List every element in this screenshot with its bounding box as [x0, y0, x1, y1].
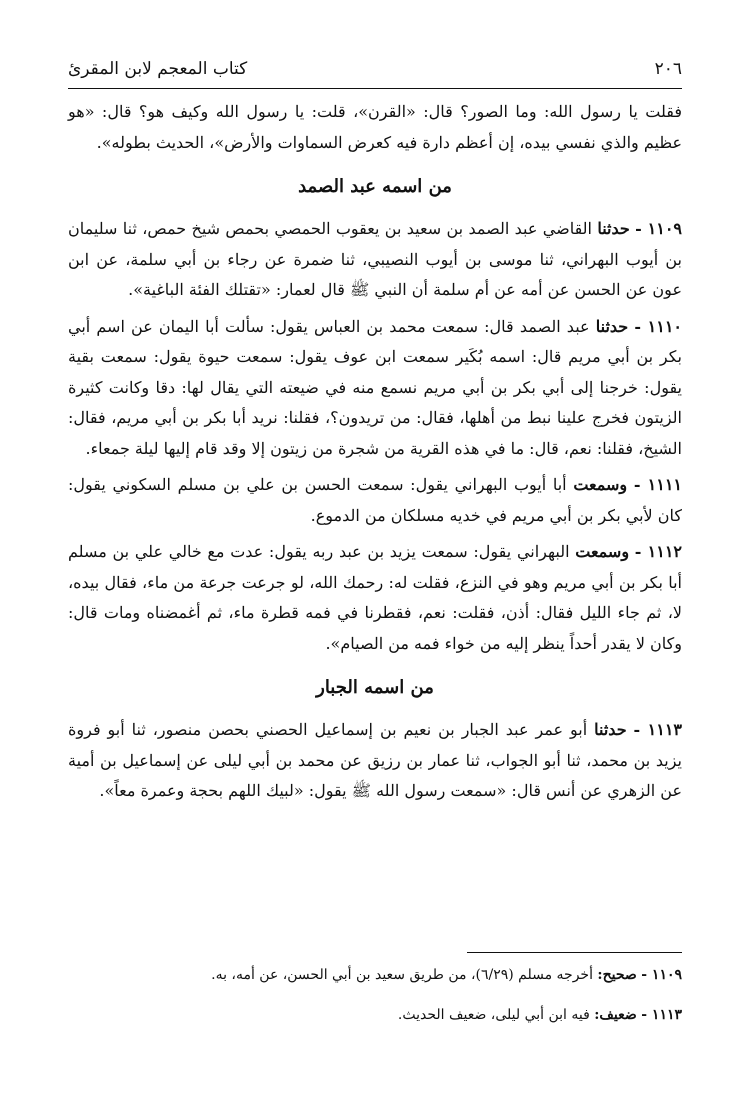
- entry-lead: حدثنا: [595, 316, 629, 336]
- page-number: ٢٠٦: [654, 59, 682, 79]
- footnote-number: ١١٠٩ -: [641, 967, 682, 983]
- entry-text: عبد الصمد قال: سمعت محمد بن العباس يقول: سألت أبا اليمان عن اسم أبي بكر بن أبي مريم قال: اسمه بُكَير سمعت ابن عوف يقول: سمعت حيوة يقول: سمعت بقية يقول: خرجنا إلى أبي بكر بن أبي مريم نسمع منه في ضيعته التي يقال لها: دقا وكانت كثيرة الزيتون فخرج علينا نبط من أهلها، فقال: من تريدون؟، فقلنا: نريد أبا بكر بن أبي مريم، فقال: الشيخ، فقلنا: نعم، قال: ما في هذه القرية من شجرة من زيتون إلا وقد قام إليها ليلة جمعاء.: [68, 316, 682, 458]
- entry-text: أبا أيوب البهراني يقول: سمعت الحسن بن علي بن مسلم السكوني يقول: كان لأبي بكر بن أبي مريم في خديه مسلكان من الدموع.: [68, 475, 682, 525]
- entry-lead: وسمعت: [573, 475, 628, 494]
- entry-text: أبو عمر عبد الجبار بن نعيم بن إسماعيل الحصني بحصن منصور، ثنا أبو فروة يزيد بن محمد، ثنا أبو الجواب، ثنا عمار بن رزيق عن محمد بن أبي ليلى عن إسماعيل بن أمية عن الزهري عن أنس قال: «سمعت رسول الله ﷺ يقول: «لبيك اللهم بحجة وعمرة معاً».: [68, 720, 683, 800]
- entry-text: البهراني يقول: سمعت يزيد بن عبد ربه يقول: عدت مع خالي علي بن مسلم أبا بكر بن أبي مريم وهو في النزع، فقلت له: رحمك الله، لو جرعت جرعة من ماء، فقال بيده، لا، ثم جاء الليل فقال: أذن، فقلت: نعم، فقطرنا في فمه قطرة ماء، ثم أغمضناه ومات قال: وكان لا يقدر أحداً ينظر إليه من خواء فمه من الصيام».: [68, 542, 682, 653]
- intro-paragraph: فقلت يا رسول الله: وما الصور؟ قال: «القرن»، قلت: يا رسول الله وكيف هو؟ قال: «هو عظيم والذي نفسي بيده، إن أعظم دارة فيه كعرض السماوات والأرض»، الحديث بطوله».: [68, 102, 683, 152]
- entry-number: ١١١١ -: [633, 475, 682, 494]
- entry-lead: حدثنا: [597, 219, 630, 238]
- hadith-entry-1110: [68, 312, 682, 465]
- footnotes: [68, 952, 682, 1043]
- entry-number: ١١٠٩ -: [635, 219, 683, 238]
- page-header: [68, 56, 682, 86]
- entry-lead: وسمعت: [575, 542, 630, 561]
- footnote-rule: [467, 952, 682, 953]
- book-title: كتاب المعجم لابن المقرئ: [68, 59, 248, 79]
- footnote-grade: صحيح:: [597, 967, 637, 983]
- entry-lead: حدثنا: [594, 720, 627, 739]
- footnote-text: أخرجه مسلم (٦/٢٩)، من طريق سعيد بن أبي الحسن، عن أمه، به.: [211, 967, 593, 983]
- header-rule: [68, 88, 682, 89]
- footnote-grade: ضعيف:: [594, 1007, 637, 1023]
- entry-number: ١١١٢ -: [634, 542, 682, 561]
- footnote-number: ١١١٣ -: [641, 1007, 682, 1023]
- section-heading-al-jabbar: من اسمه الجبار: [316, 677, 434, 698]
- footnote-text: فيه ابن أبي ليلى، ضعيف الحديث.: [397, 1007, 590, 1023]
- footnote-1113: [68, 1003, 682, 1028]
- entry-number: ١١١٣ -: [633, 720, 682, 739]
- hadith-entry-1109: [68, 214, 682, 306]
- hadith-entry-1111: [68, 470, 682, 531]
- footnote-1109: [68, 963, 682, 988]
- entry-text: القاضي عبد الصمد بن سعيد بن يعقوب الحمصي بحمص شيخ حمص، ثنا سليمان بن أيوب البهراني، ثنا موسى بن أيوب النصيبي، ثنا ضمرة عن رجاء بن أبي سلمة، عن ابن عون عن الحسن عن أمه عن أم سلمة أن النبي ﷺ قال لعمار: «تقتلك الفئة الباغية».: [68, 219, 682, 299]
- hadith-entry-1112: [68, 537, 682, 659]
- hadith-entry-1113: [68, 715, 682, 807]
- entry-number: ١١١٠ -: [634, 316, 682, 336]
- section-heading-abd-al-samad: من اسمه عبد الصمد: [298, 176, 452, 197]
